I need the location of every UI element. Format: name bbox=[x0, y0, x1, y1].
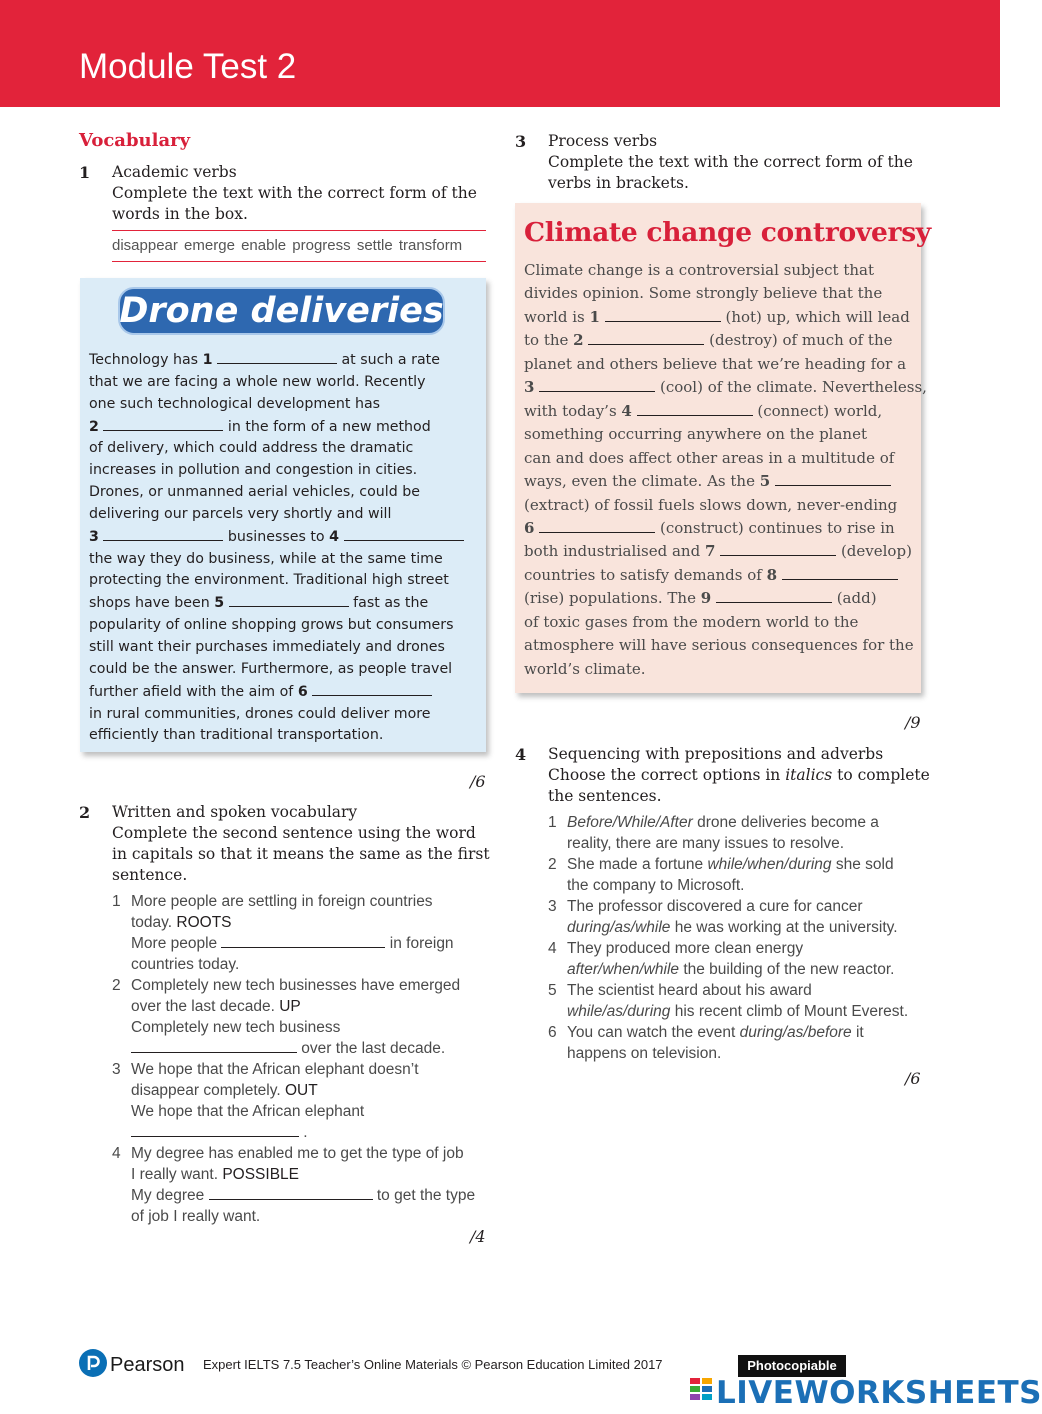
climate-text: (develop) bbox=[836, 542, 912, 561]
exercise-1-instruction-line: words in the box. bbox=[112, 205, 248, 223]
drone-text: Drones, or unmanned aerial vehicles, could be bbox=[89, 484, 420, 501]
instruction-italic: italics bbox=[785, 766, 833, 784]
drone-line bbox=[89, 681, 481, 704]
drone-line bbox=[89, 482, 481, 504]
exercise-2-items bbox=[112, 891, 492, 1231]
gap-number: 6 bbox=[297, 683, 308, 700]
gap-number: 6 bbox=[524, 518, 535, 537]
answer-blank[interactable] bbox=[312, 681, 432, 696]
item-line: over the last decade. bbox=[297, 1040, 446, 1057]
answer-blank[interactable] bbox=[539, 377, 655, 392]
item-line: We hope that the African elephant doesn’t bbox=[131, 1061, 419, 1078]
gap-number: 1 bbox=[202, 352, 213, 368]
exercise-4-items bbox=[548, 812, 928, 1064]
exercise-4-number: 4 bbox=[515, 745, 527, 764]
liveworksheets-watermark: LIVEWORKSHEETS bbox=[716, 1375, 1042, 1411]
climate-line bbox=[524, 282, 918, 305]
climate-text: (destroy) of much of the bbox=[704, 331, 893, 350]
gap-number: 7 bbox=[704, 542, 716, 561]
drone-text: that we are facing a whole new world. Recently bbox=[89, 373, 426, 390]
climate-title: Climate change controversy bbox=[524, 217, 931, 248]
exercise-4-heading: Sequencing with prepositions and adverbs bbox=[548, 745, 884, 763]
drone-text: businesses to bbox=[223, 528, 330, 545]
item-line: More people are settling in foreign countries bbox=[131, 893, 433, 910]
answer-blank[interactable] bbox=[775, 471, 891, 486]
item-number: 2 bbox=[112, 977, 121, 994]
climate-text: both industrialised and bbox=[524, 542, 705, 561]
gap-number: 2 bbox=[89, 418, 99, 435]
climate-text: (rise) populations. The bbox=[524, 589, 701, 608]
drone-text: protecting the environment. Traditional high street bbox=[89, 572, 449, 589]
gap-number: 3 bbox=[89, 528, 99, 545]
drone-line bbox=[89, 394, 481, 416]
climate-line bbox=[524, 517, 918, 540]
item-line: You can watch the event bbox=[567, 1024, 740, 1041]
exercise-2-heading: Written and spoken vocabulary bbox=[112, 803, 358, 821]
exercise-3-instruction-line: verbs in brackets. bbox=[548, 174, 689, 192]
instruction-text: Choose the correct options in bbox=[548, 766, 786, 784]
answer-blank[interactable] bbox=[344, 526, 464, 541]
drone-text: further afield with the aim of bbox=[89, 683, 298, 700]
climate-text: countries to satisfy demands of bbox=[524, 565, 767, 584]
capital-word: ROOTS bbox=[176, 914, 232, 931]
exercise-4-header bbox=[548, 744, 930, 807]
climate-text: atmosphere will have serious consequences for the bbox=[524, 636, 914, 655]
drone-passage bbox=[89, 349, 481, 747]
answer-blank[interactable] bbox=[588, 330, 704, 345]
exercise-3-score: /9 bbox=[905, 713, 921, 732]
drone-line bbox=[89, 659, 481, 681]
item-line: Completely new tech businesses have emerged bbox=[131, 977, 461, 994]
drone-text: in rural communities, drones could deliver more bbox=[89, 705, 431, 722]
answer-blank[interactable] bbox=[103, 416, 223, 431]
answer-blank[interactable] bbox=[229, 592, 349, 607]
exercise-3-instruction-line: Complete the text with the correct form of the bbox=[548, 153, 913, 171]
item-line: he was working at the university. bbox=[670, 919, 898, 936]
drone-line bbox=[89, 504, 481, 526]
option-choices[interactable]: while/as/during bbox=[567, 1003, 671, 1020]
climate-line bbox=[524, 611, 918, 634]
item-line: I really want. bbox=[131, 1166, 223, 1183]
climate-text: something occurring anywhere on the planet bbox=[524, 425, 867, 444]
drone-text: at such a rate bbox=[336, 352, 440, 368]
item-line: to get the type bbox=[372, 1187, 476, 1204]
drone-line bbox=[89, 460, 481, 482]
climate-line bbox=[524, 634, 918, 657]
climate-line bbox=[524, 329, 918, 352]
item-line: his recent climb of Mount Everest. bbox=[670, 1003, 909, 1020]
climate-text: (hot) up, which will lead bbox=[720, 307, 910, 326]
climate-text: with today’s bbox=[524, 401, 622, 420]
item-line: More people bbox=[131, 935, 222, 952]
gap-number: 9 bbox=[700, 589, 712, 608]
answer-blank[interactable] bbox=[209, 1185, 373, 1200]
item-number: 5 bbox=[548, 982, 557, 999]
exercise-3-number: 3 bbox=[515, 132, 527, 151]
item-line: over the last decade. bbox=[131, 998, 280, 1015]
liveworksheets-icon bbox=[690, 1378, 712, 1411]
item-number: 3 bbox=[112, 1061, 121, 1078]
item-line: she sold bbox=[831, 856, 894, 873]
answer-blank[interactable] bbox=[782, 565, 898, 580]
item-number: 2 bbox=[548, 856, 557, 873]
exercise-1-instruction-line: Complete the text with the correct form of the bbox=[112, 184, 477, 202]
exercise-4-instruction-line bbox=[548, 765, 930, 786]
item-line: They produced more clean energy bbox=[567, 940, 804, 957]
page-title: Module Test 2 bbox=[79, 47, 297, 86]
drone-text: popularity of online shopping grows but consumers bbox=[89, 617, 454, 634]
climate-text: divides opinion. Some strongly believe that the bbox=[524, 284, 883, 303]
drone-text: Technology has bbox=[89, 352, 203, 368]
item-line: reality, there are many issues to resolve. bbox=[567, 835, 845, 852]
climate-line bbox=[524, 447, 918, 470]
gap-number: 5 bbox=[214, 595, 225, 612]
copyright-text: Expert IELTS 7.5 Teacher’s Online Materials © Pearson Education Limited 2017 bbox=[203, 1357, 663, 1372]
climate-line bbox=[524, 587, 918, 610]
climate-text: of toxic gases from the modern world to the bbox=[524, 612, 859, 631]
drone-line bbox=[89, 549, 481, 571]
climate-text: (add) bbox=[831, 589, 877, 608]
drone-line bbox=[89, 704, 481, 726]
gap-number: 5 bbox=[759, 472, 771, 491]
item-line: We hope that the African elephant bbox=[131, 1103, 365, 1120]
pearson-brand: Pearson bbox=[110, 1354, 185, 1376]
drone-line bbox=[89, 725, 481, 747]
item-line: drone deliveries become a bbox=[692, 814, 879, 831]
drone-line bbox=[89, 526, 481, 549]
drone-text: efficiently than traditional transportation. bbox=[89, 727, 384, 744]
climate-line bbox=[524, 423, 918, 446]
drone-text: still want their purchases immediately and drones bbox=[89, 638, 445, 655]
option-choices[interactable]: after/when/while bbox=[567, 961, 680, 978]
answer-blank[interactable] bbox=[637, 401, 753, 416]
option-choices[interactable]: while/when/during bbox=[707, 856, 832, 873]
item-line: The scientist heard about his award bbox=[567, 982, 812, 999]
item-number: 4 bbox=[112, 1145, 121, 1162]
item-number: 1 bbox=[112, 893, 121, 910]
answer-blank[interactable] bbox=[716, 588, 832, 603]
answer-blank[interactable] bbox=[720, 541, 836, 556]
climate-line bbox=[524, 658, 918, 681]
item-line: She made a fortune bbox=[567, 856, 708, 873]
option-choices[interactable]: Before/While/After bbox=[567, 814, 693, 831]
item-line: the company to Microsoft. bbox=[567, 877, 745, 894]
drone-text: one such technological development has bbox=[89, 395, 381, 412]
drone-line bbox=[89, 570, 481, 592]
gap-number: 8 bbox=[766, 565, 778, 584]
exercise-2-number: 2 bbox=[79, 803, 91, 822]
item-line: of job I really want. bbox=[131, 1208, 261, 1225]
gap-number: 1 bbox=[589, 307, 600, 326]
climate-line bbox=[524, 259, 918, 282]
item-line: . bbox=[299, 1124, 308, 1141]
exercise-1-heading: Academic verbs bbox=[112, 163, 237, 181]
climate-text: world’s climate. bbox=[524, 659, 646, 678]
climate-text: world is bbox=[524, 307, 590, 326]
item-line: My degree has enabled me to get the type of job bbox=[131, 1145, 464, 1162]
answer-blank[interactable] bbox=[131, 1038, 297, 1053]
drone-text: shops have been bbox=[89, 595, 215, 612]
word-box: disappear emerge enable progress settle transform bbox=[112, 230, 486, 262]
option-choices[interactable]: during/as/while bbox=[567, 919, 671, 936]
item-line: happens on television. bbox=[567, 1045, 722, 1062]
capital-word: UP bbox=[279, 998, 301, 1015]
drone-line bbox=[89, 416, 481, 439]
climate-line bbox=[524, 306, 918, 329]
drone-title: Drone deliveries bbox=[119, 291, 444, 331]
gap-number: 3 bbox=[524, 378, 535, 397]
instruction-text: to complete bbox=[832, 766, 930, 784]
item-number: 3 bbox=[548, 898, 557, 915]
exercise-1-score: /6 bbox=[470, 772, 486, 791]
answer-blank[interactable] bbox=[539, 518, 655, 533]
item-line: it bbox=[851, 1024, 864, 1041]
climate-text: ways, even the climate. As the bbox=[524, 472, 760, 491]
item-line: the building of the new reactor. bbox=[679, 961, 895, 978]
climate-text: Climate change is a controversial subject that bbox=[524, 261, 874, 279]
drone-text: of delivery, which could address the dramatic bbox=[89, 440, 414, 457]
option-choices[interactable]: during/as/before bbox=[739, 1024, 852, 1041]
drone-text: fast as the bbox=[348, 595, 429, 612]
climate-text: to the bbox=[524, 331, 574, 350]
drone-text: delivering our parcels very shortly and will bbox=[89, 505, 392, 522]
exercise-2-instruction-line: sentence. bbox=[112, 866, 188, 884]
climate-text: planet and others believe that we’re heading for a bbox=[524, 354, 907, 373]
item-line: today. bbox=[131, 914, 177, 931]
answer-blank[interactable] bbox=[605, 307, 721, 322]
climate-text: (construct) continues to rise in bbox=[655, 518, 895, 537]
photocopiable-badge: Photocopiable bbox=[738, 1355, 846, 1377]
answer-blank[interactable] bbox=[217, 349, 337, 364]
drone-line bbox=[89, 349, 481, 372]
item-number: 6 bbox=[548, 1024, 557, 1041]
item-number: 1 bbox=[548, 814, 557, 831]
climate-line bbox=[524, 376, 927, 399]
drone-text: the way they do business, while at the same time bbox=[89, 550, 443, 567]
exercise-2-header bbox=[112, 802, 490, 886]
climate-passage bbox=[524, 259, 927, 681]
gap-number: 4 bbox=[621, 401, 632, 420]
exercise-1-header bbox=[112, 162, 477, 225]
item-line: in foreign bbox=[385, 935, 454, 952]
drone-line bbox=[89, 438, 481, 460]
exercise-2-instruction-line: Complete the second sentence using the word bbox=[112, 824, 476, 842]
climate-line bbox=[524, 400, 918, 423]
exercise-2-instruction-line: in capitals so that it means the same as the first bbox=[112, 845, 490, 863]
capital-word: POSSIBLE bbox=[222, 1166, 299, 1183]
item-line: The professor discovered a cure for cancer bbox=[567, 898, 863, 915]
exercise-1-number: 1 bbox=[79, 163, 91, 182]
exercise-2-score: /4 bbox=[470, 1227, 486, 1246]
climate-line bbox=[524, 540, 918, 563]
item-line: Completely new tech business bbox=[131, 1019, 341, 1036]
drone-line bbox=[89, 592, 481, 615]
answer-blank[interactable] bbox=[221, 933, 385, 948]
item-line: My degree bbox=[131, 1187, 209, 1204]
climate-text: can and does affect other areas in a multitude of bbox=[524, 448, 895, 467]
item-line: countries today. bbox=[131, 956, 240, 973]
gap-number: 2 bbox=[573, 331, 584, 350]
pearson-logo-icon bbox=[79, 1349, 107, 1382]
exercise-4-score: /6 bbox=[905, 1069, 921, 1088]
drone-text: increases in pollution and congestion in cities. bbox=[89, 462, 418, 479]
climate-line bbox=[524, 353, 918, 376]
item-line: disappear completely. bbox=[131, 1082, 285, 1099]
climate-text: (extract) of fossil fuels slows down, never-ending bbox=[524, 495, 898, 514]
climate-text: (cool) of the climate. Nevertheless, bbox=[655, 378, 927, 397]
drone-line bbox=[89, 372, 481, 394]
exercise-3-heading: Process verbs bbox=[548, 132, 658, 150]
item-number: 4 bbox=[548, 940, 557, 957]
capital-word: OUT bbox=[284, 1082, 318, 1099]
drone-line bbox=[89, 615, 481, 637]
drone-line bbox=[89, 637, 481, 659]
exercise-4-instruction-line: the sentences. bbox=[548, 787, 662, 805]
drone-text: in the form of a new method bbox=[223, 418, 431, 435]
climate-line bbox=[524, 470, 918, 493]
climate-line bbox=[524, 564, 918, 587]
gap-number: 4 bbox=[329, 528, 339, 545]
exercise-3-header bbox=[548, 131, 913, 194]
drone-text: could be the answer. Furthermore, as people travel bbox=[89, 660, 453, 677]
section-title: Vocabulary bbox=[79, 130, 191, 151]
answer-blank[interactable] bbox=[103, 526, 223, 541]
climate-text: (connect) world, bbox=[752, 401, 883, 420]
answer-blank[interactable] bbox=[131, 1122, 299, 1137]
climate-line bbox=[524, 494, 918, 517]
